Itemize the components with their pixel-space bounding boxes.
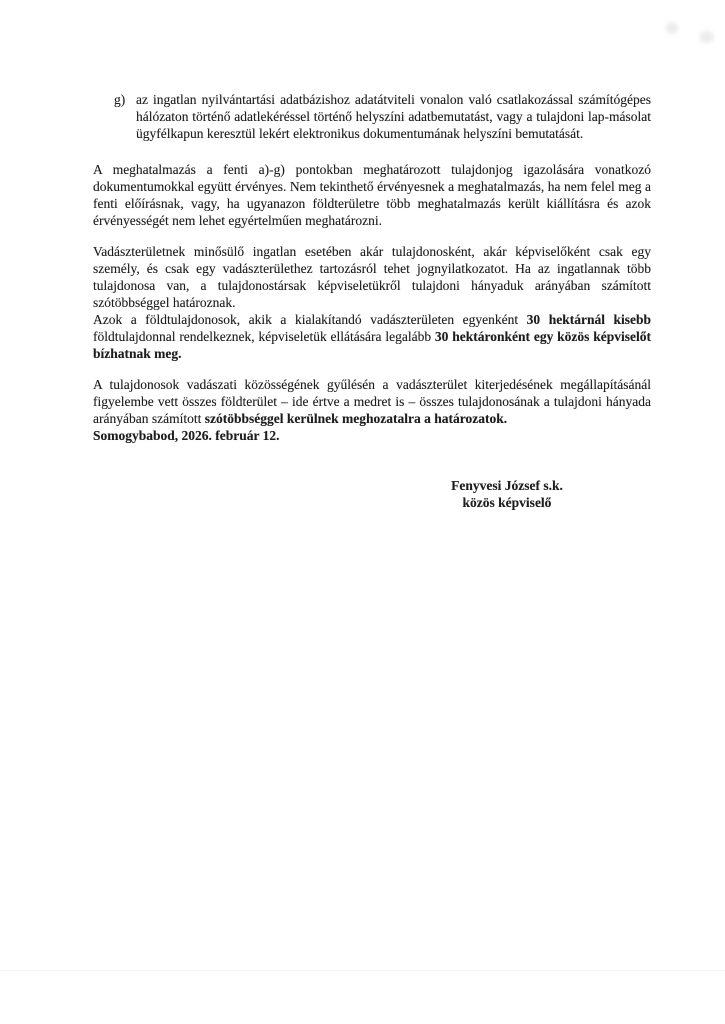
scan-smudge: [666, 22, 678, 34]
scan-smudge: [699, 31, 714, 43]
paragraph-meghatalmazas-ervenyesseg: A meghatalmazás a fenti a)-g) pontokban meghatározott tulajdonjog igazolására vonatkozó dokumentumokkal együtt érvényes. Nem tekinthető érvényesnek a meghatalmazás, ha nem felel meg a fenti előírásnak, vagy, ha ugyanazon földterületre több meghatalmazás került kiállításra és azok érvényességét nem lehet egyértelműen meghatározni.: [93, 162, 651, 228]
signature-block: [432, 477, 582, 511]
dateline: Somogybabod, 2026. február 12.: [93, 428, 280, 443]
scan-artifact-line: [0, 970, 725, 971]
paragraph-vadaszterulet-jognyilatkozat: Vadászterületnek minősülő ingatlan esetében akár tulajdonosként, akár képviselőként csak egy személy, és csak egy vadászterülethez tartozásról tehet jognyilatkozatot. Ha az ingatlannak több tulajdonosa van, a tulajdonostársak képviseletükről tulajdoni hányaduk arányában számított szótöbbséggel határoznak.: [93, 244, 651, 310]
paragraph-hatarozathozatal: A tulajdonosok vadászati közösségének gyűlésén a vadászterület kiterjedésének megállapításánál figyelembe vett összes földterület – ide értve a medret is – összes tulajdonosának a tulajdoni hányada arányában számított szótöbbséggel kerülnek meghozatalra a határozatok.: [93, 377, 651, 426]
list-item-g: [93, 91, 651, 142]
list-item-marker: g): [114, 92, 126, 107]
signature-title: közös képviselő: [462, 495, 552, 510]
paragraph-kozos-kepviselo: Azok a földtulajdonosok, akik a kialakítandó vadászterületen egyenként 30 hektárnál kisebb földtulajdonnal rendelkeznek, képviseletük ellátására legalább 30 hektáronként egy közös képviselőt bízhatnak meg.: [93, 312, 651, 361]
document-body: [93, 91, 651, 511]
list-item-text: az ingatlan nyilvántartási adatbázishoz adatátviteli vonalon való csatlakozással számítógépes hálózaton történő adatlekéréssel történő helyszíni adatbemutatást, vagy a tulajdoni lap-másolat ügyfélkapun keresztül lekért elektronikus dokumentumának helyszíni bemutatását.: [136, 92, 651, 141]
signature-name: Fenyvesi József s.k.: [451, 478, 563, 493]
